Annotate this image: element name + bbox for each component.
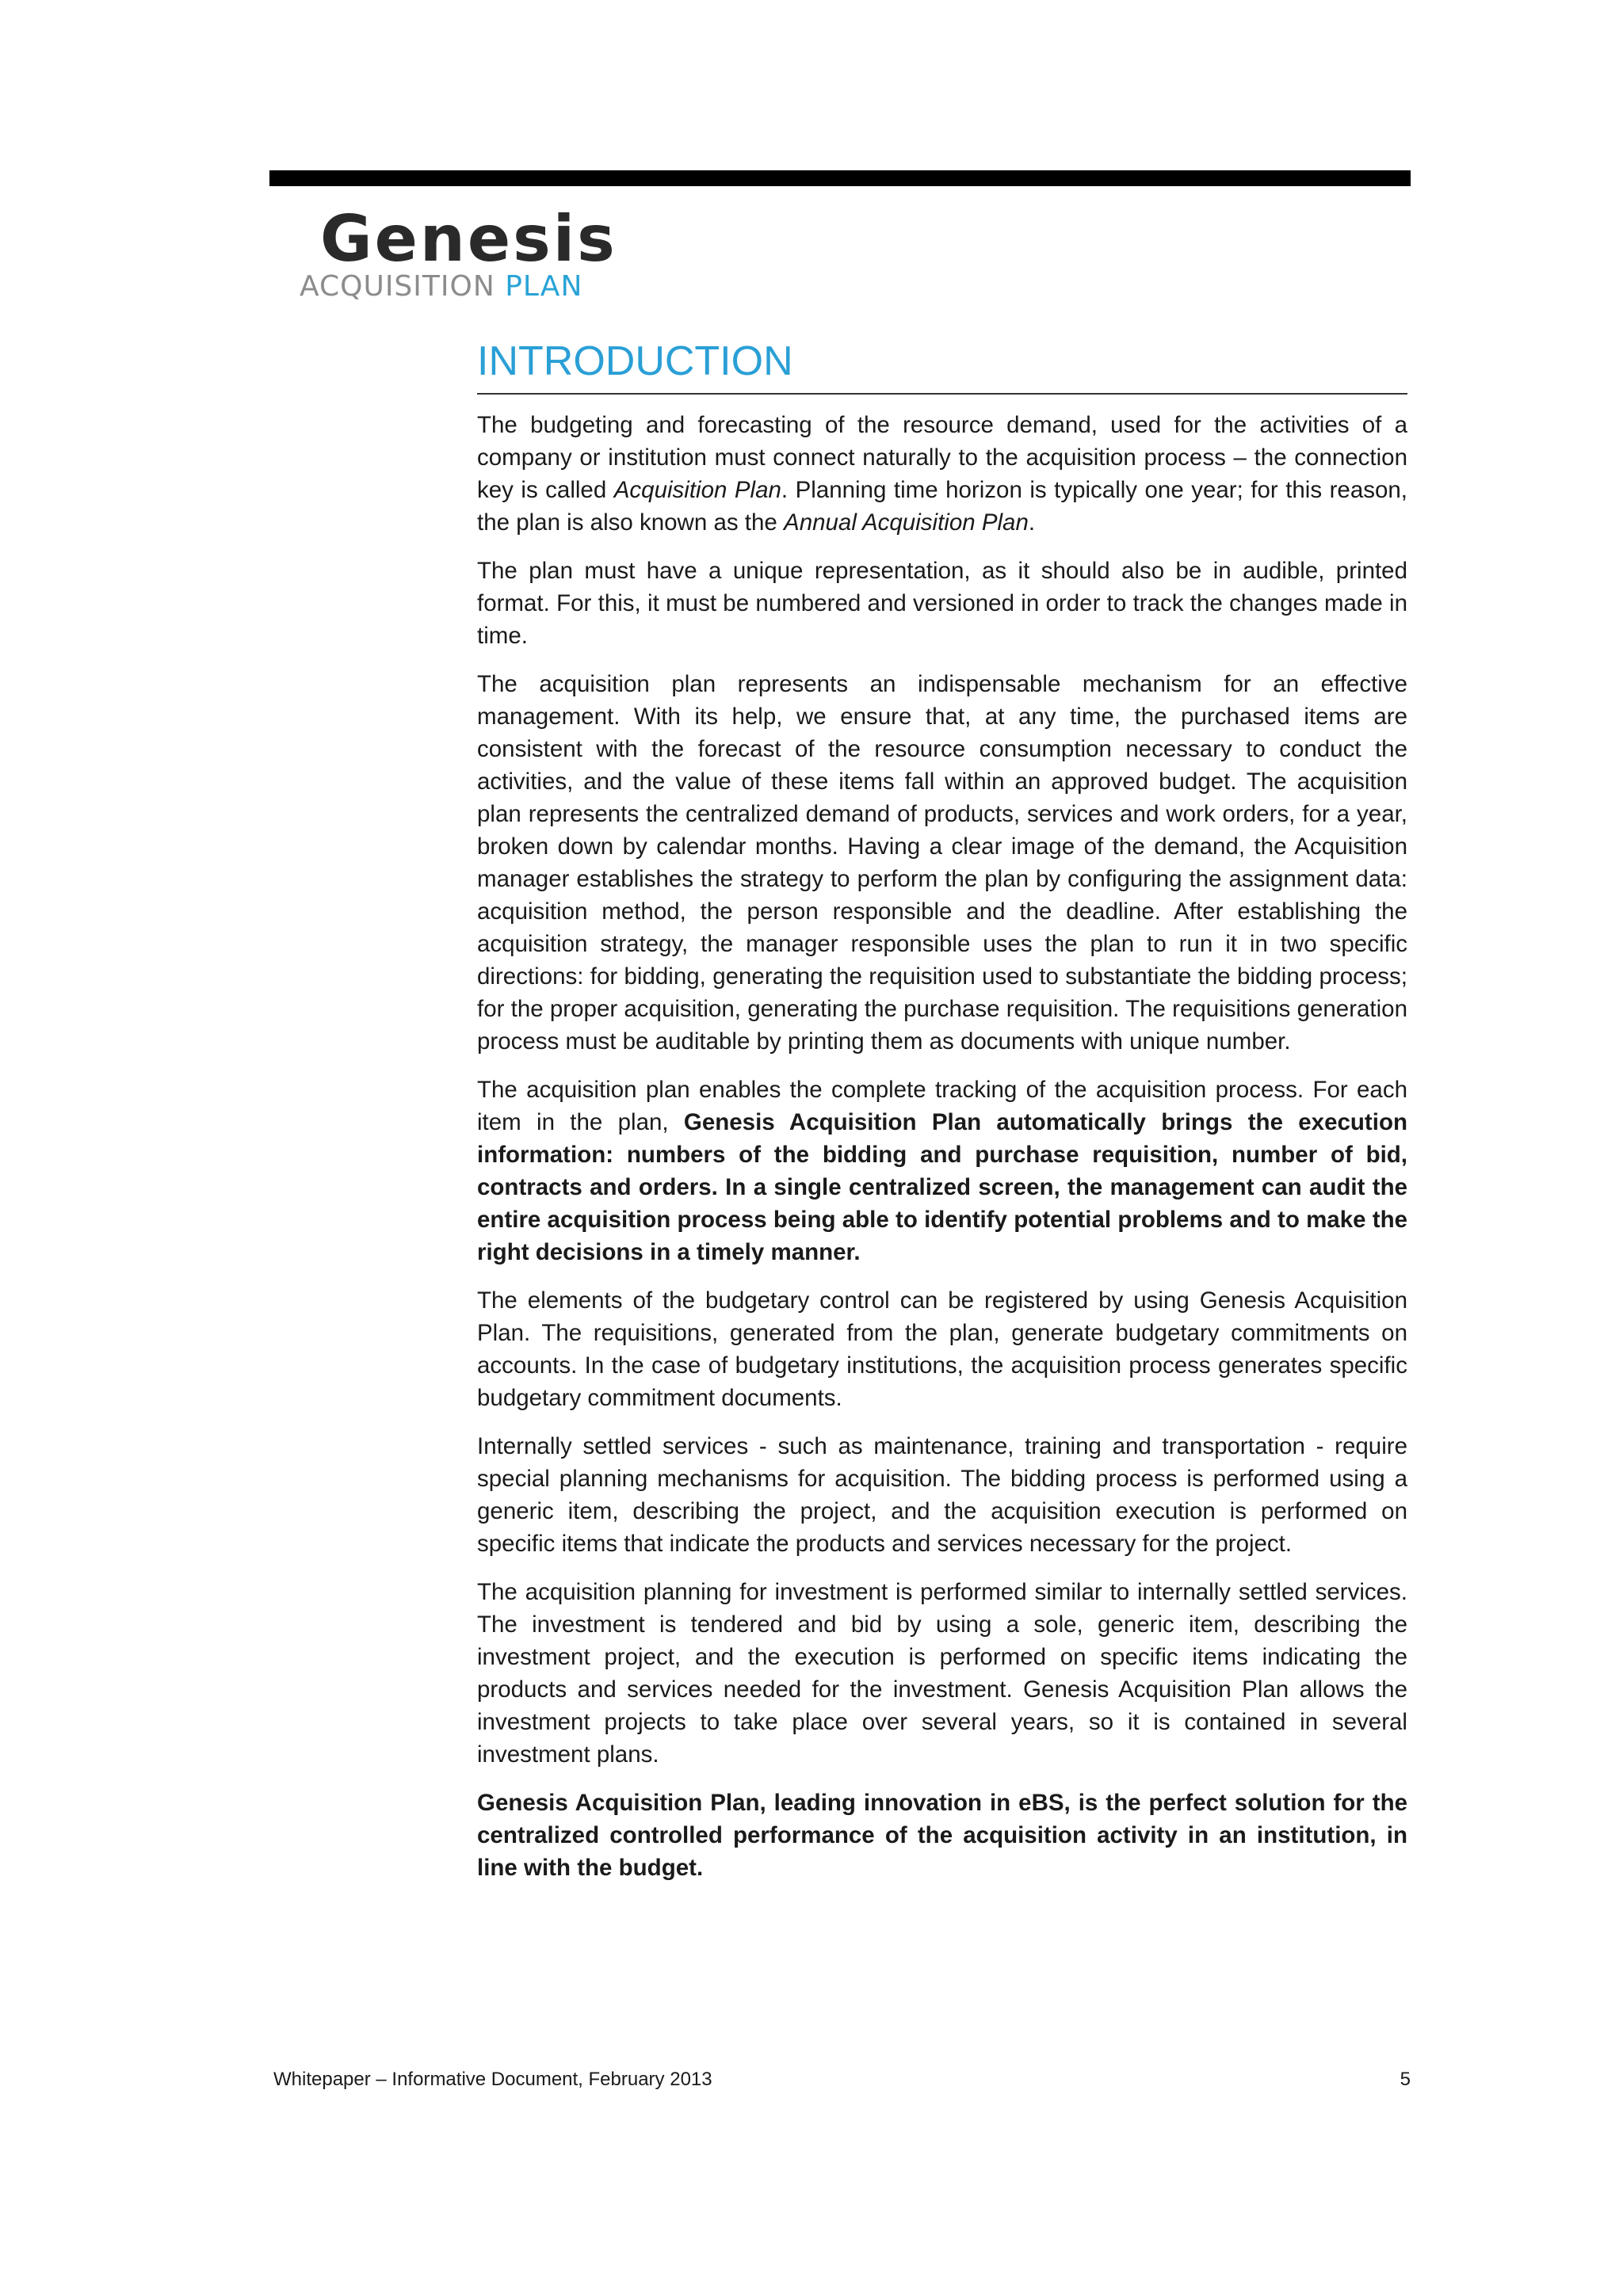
p4-bold-text: Genesis Acquisition Plan automatically brings the execution information: numbers of the bidding and purchase requisition, number of bid, contracts and orders. In a single centralized screen, the management can audit the entire acquisition process being able to identify potential problems and to make the right decisions in a timely manner. bbox=[477, 1109, 1407, 1265]
paragraph-7: The acquisition planning for investment is performed similar to internally settled services. The investment is tendered and bid by using a sole, generic item, describing the investment project, and the execution is performed on specific items indicating the products and services needed for the investment. Genesis Acquisition Plan allows the investment projects to take place over several years, so it is contained in several investment plans. bbox=[477, 1579, 1407, 1768]
logo-subtitle-plan: PLAN bbox=[505, 270, 583, 303]
paragraph-3: The acquisition plan represents an indispensable mechanism for an effective management. With its help, we ensure that, at any time, the purchased items are consistent with the forecast of the resource consumption necessary to conduct the activities, and the value of these items fall within an approved budget. The acquisition plan represents the centralized demand of products, services and work orders, for a year, broken down by calendar months. Having a clear image of the demand, the Acquisition manager establishes the strategy to perform the plan by configuring the assignment data: acquisition method, the person responsible and the deadline. After establishing the acquisition strategy, the manager responsible uses the plan to run it in two specific directions: for bidding, generating the requisition used to substantiate the bidding process; for the proper acquisition, generating the purchase requisition. The requisitions generation process must be auditable by printing them as documents with unique number. bbox=[477, 671, 1407, 1055]
p8-bold-text: Genesis Acquisition Plan, leading innovation in eBS, is the perfect solution for the centralized controlled performance of the acquisition activity in an institution, in line with the budget. bbox=[477, 1790, 1407, 1881]
main-content bbox=[477, 333, 1407, 1900]
genesis-logo bbox=[300, 202, 617, 311]
paragraph-5: The elements of the budgetary control can be registered by using Genesis Acquisition Plan. The requisitions, generated from the plan, generate budgetary commitments on accounts. In the case of budgetary institutions, the acquisition process generates specific budgetary commitment documents. bbox=[477, 1287, 1407, 1411]
logo-subtitle bbox=[300, 271, 582, 303]
header-rule bbox=[269, 170, 1411, 186]
paragraph-6: Internally settled services - such as maintenance, training and transportation - require special planning mechanisms for acquisition. The bidding process is performed using a generic item, describing the project, and the acquisition execution is performed on specific items that indicate the products and services necessary for the project. bbox=[477, 1433, 1407, 1557]
p1-text-a: The budgeting and forecasting of the resource demand, used for the activities of a company or institution must connect naturally to the acquisition process – the connection key is called bbox=[477, 412, 1407, 503]
body-text bbox=[477, 409, 1407, 1884]
paragraph-8 bbox=[477, 1787, 1407, 1884]
p4-text-a: The acquisition plan enables the complete tracking of the acquisition process. For each item in the plan, bbox=[477, 1077, 1407, 1135]
paragraph-4 bbox=[477, 1074, 1407, 1268]
section-title: INTRODUCTION bbox=[477, 333, 1407, 395]
footer-page-number: 5 bbox=[1400, 2069, 1411, 2090]
p1-term-annual-plan: Annual Acquisition Plan bbox=[784, 509, 1029, 536]
paragraph-1 bbox=[477, 409, 1407, 539]
paragraph-2: The plan must have a unique representation, as it should also be in audible, printed format. For this, it must be numbered and versioned in order to track the changes made in time. bbox=[477, 558, 1407, 649]
p1-text-c: . Planning time horizon is typically one year; for this reason, the plan is also known as the bbox=[477, 477, 1407, 536]
p1-term-acquisition-plan: Acquisition Plan bbox=[613, 477, 781, 503]
logo-wordmark: Genesis bbox=[320, 202, 617, 276]
logo-subtitle-acquisition: ACQUISITION bbox=[300, 270, 506, 303]
footer-document-info: Whitepaper – Informative Document, February 2013 bbox=[273, 2069, 712, 2090]
p1-text-e: . bbox=[1028, 509, 1036, 536]
